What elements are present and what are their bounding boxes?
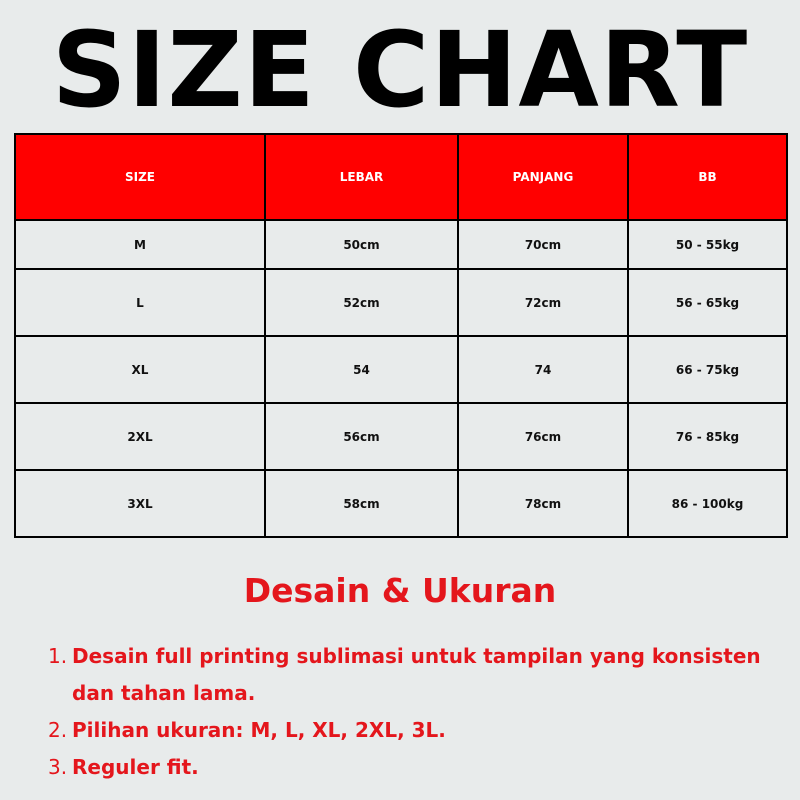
notes-list	[48, 638, 788, 786]
cell-size: XL	[15, 336, 265, 403]
cell-lebar: 56cm	[265, 403, 458, 470]
table-row	[15, 269, 787, 336]
list-item	[48, 638, 788, 712]
cell-lebar: 52cm	[265, 269, 458, 336]
cell-panjang: 78cm	[458, 470, 628, 537]
size-chart-table	[14, 133, 788, 538]
list-item-number: 3.	[48, 755, 68, 779]
cell-lebar: 50cm	[265, 220, 458, 269]
list-item	[48, 749, 788, 786]
cell-panjang: 76cm	[458, 403, 628, 470]
cell-bb: 56 - 65kg	[628, 269, 787, 336]
list-item-text: Pilihan ukuran: M, L, XL, 2XL, 3L.	[72, 718, 446, 742]
cell-size: M	[15, 220, 265, 269]
header-bb: BB	[628, 134, 787, 220]
cell-lebar: 54	[265, 336, 458, 403]
section-heading: Desain & Ukuran	[243, 571, 557, 610]
cell-size: 3XL	[15, 470, 265, 537]
cell-bb: 50 - 55kg	[628, 220, 787, 269]
header-panjang: PANJANG	[458, 134, 628, 220]
cell-bb: 86 - 100kg	[628, 470, 787, 537]
list-item-number: 1.	[48, 644, 68, 668]
cell-panjang: 72cm	[458, 269, 628, 336]
list-item	[48, 712, 788, 749]
cell-bb: 66 - 75kg	[628, 336, 787, 403]
page-title: SIZE CHART	[51, 9, 749, 131]
table-row	[15, 403, 787, 470]
table-row	[15, 220, 787, 269]
list-item-number: 2.	[48, 718, 68, 742]
cell-bb: 76 - 85kg	[628, 403, 787, 470]
header-size: SIZE	[15, 134, 265, 220]
cell-panjang: 74	[458, 336, 628, 403]
header-lebar: LEBAR	[265, 134, 458, 220]
cell-size: 2XL	[15, 403, 265, 470]
cell-panjang: 70cm	[458, 220, 628, 269]
list-item-text: Reguler fit.	[72, 755, 199, 779]
table-row	[15, 336, 787, 403]
list-item-text: Desain full printing sublimasi untuk tampilan yang konsisten dan tahan lama.	[72, 644, 761, 705]
cell-size: L	[15, 269, 265, 336]
table-row	[15, 470, 787, 537]
table-header-row	[15, 134, 787, 220]
cell-lebar: 58cm	[265, 470, 458, 537]
